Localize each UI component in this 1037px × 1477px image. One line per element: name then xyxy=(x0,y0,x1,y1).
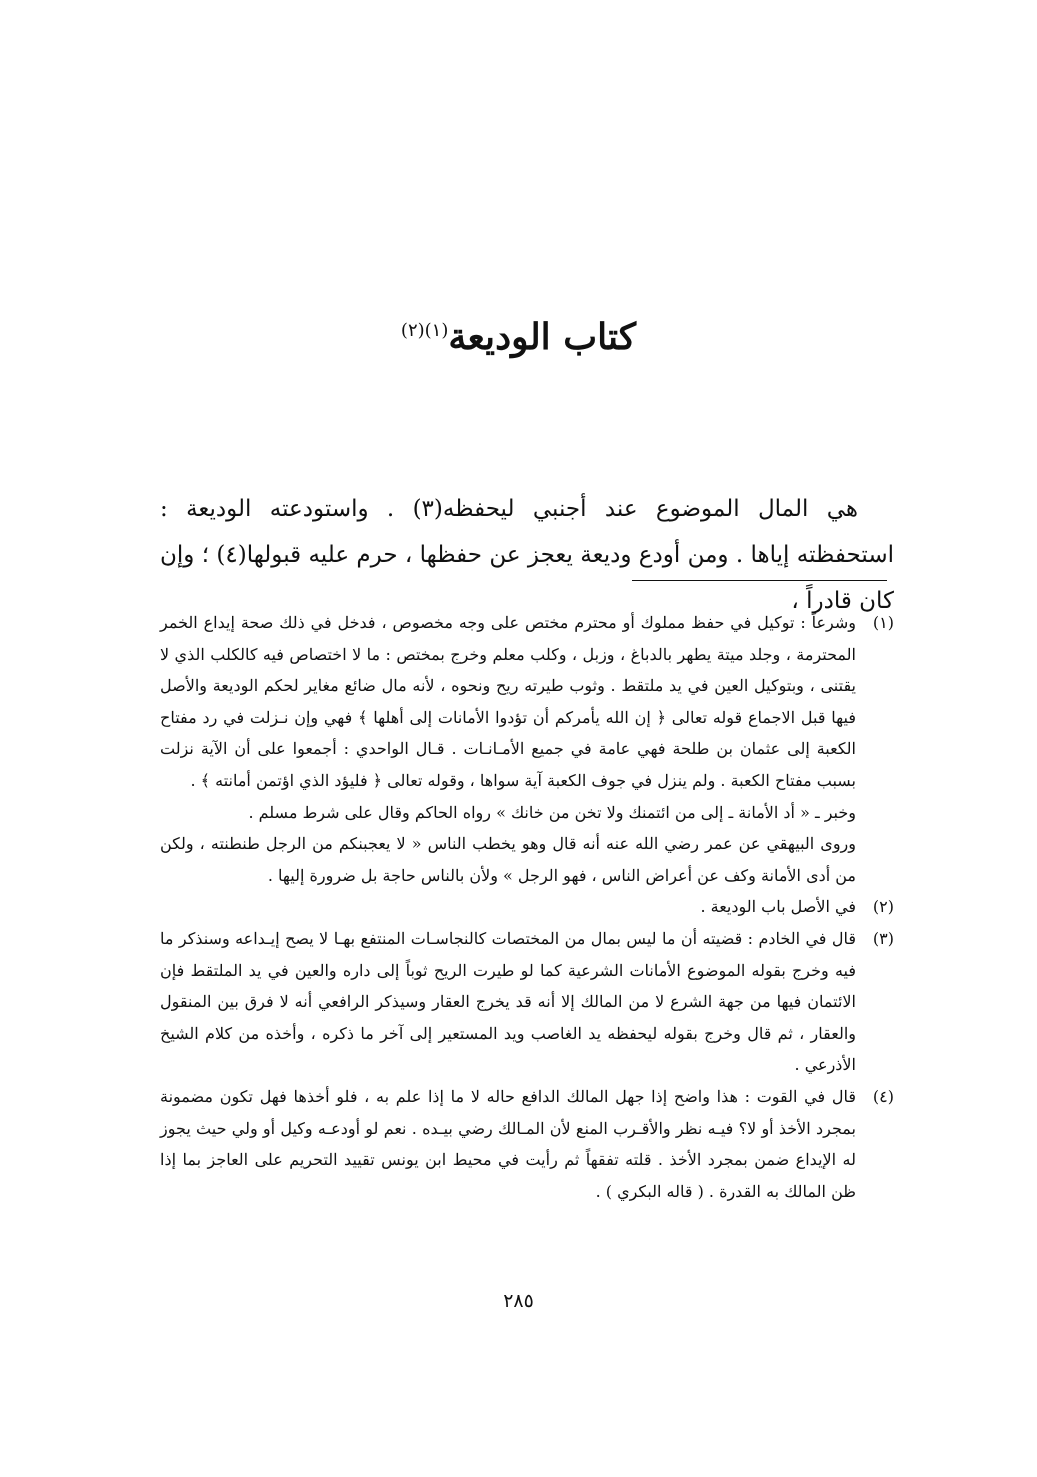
footnote-paragraph: قال في القوت : هذا واضح إذا جهل المالك الدافع حاله لا ما إذا علم به ، فلو أخذها فهل تكون مضمونة بمجرد الأخذ أو لا؟ فيـه نظر والأقـرب المنع لأن المـالك رضي بيـده . نعم لو أودعـه وكيل أو ولي حيث يجوز له الإيداع ضمن بمجرد الأخذ . قلته تفقهاً ثم رأيت في محيط ابن يونس تقييد التحريم على العاجز بما إذا ظن المالك به القدرة . ( قاله البكري ) . xyxy=(160,1086,856,1201)
footnote-text xyxy=(160,891,856,923)
page-number: ٢٨٥ xyxy=(503,1290,534,1312)
footnote-paragraph: وشرعاً : توكيل في حفظ مملوك أو محترم مختص على وجه مخصوص ، فدخل في ذلك صحة إيداع الخمر المحترمة ، وجلد ميتة يطهر بالدباغ ، وزبل ، وكلب معلم وخرج بمختص : ما لا اختصاص فيه كالكلب الذي لا يقتنى ، وبتوكيل العين في يد ملتقط . وثوب طيرته ريح ونحوه ، لأنه مال ضائع مغاير لحكم الوديعة والأصل فيها قبل الاجماع قوله تعالى ﴿ إن الله يأمركم أن تؤدوا الأمانات إلى أهلها ﴾ فهي وإن نـزلت في رد مفتاح الكعبة إلى عثمان بن طلحة فهي عامة في جميع الأمـانـات . قـال الواحدي : أجمعوا على أن الآية نزلت بسبب مفتاح الكعبة . ولم ينزل في جوف الكعبة آية سواها ، وقوله تعالى ﴿ فليؤد الذي اؤتمن أمانته ﴾ . xyxy=(160,613,857,790)
footnote-number: (٤) xyxy=(872,1086,894,1106)
footnote-number: (٣) xyxy=(872,928,894,948)
footnote-separator xyxy=(632,580,887,581)
footnotes xyxy=(160,607,894,1207)
footnote-paragraph: قال في الخادم : قضيته أن ما ليس بمال من المختصات كالنجاسـات المنتفع بهـا لا يصح إيـداعه وسنذكر ما فيه وخرج بقوله الموضوع الأمانات الشرعية كما لو طيرت الريح ثوباً إلى داره والعين في يد الملتقط فإن الائتمان فيها من جهة الشرع لا من المالك إلا أنه قد يخرج العقار وسيذكر الرافعي أنه لا فرق بين المنقول والعقار ، ثم قال وخرج بقوله ليحفظه يد الغاصب ويد المستعير إلى آخر ما ذكره ، وأخذه من كلام الشيخ الأذرعي . xyxy=(160,928,856,1075)
footnote-2 xyxy=(160,891,894,923)
footnote-text xyxy=(160,923,856,1081)
main-text xyxy=(160,486,894,624)
footnote-1 xyxy=(160,607,894,891)
footnote-text xyxy=(160,607,856,891)
footnote-number: (٢) xyxy=(872,897,894,917)
chapter-title-footnote-refs: (١)(٢) xyxy=(400,320,449,342)
footnote-3 xyxy=(160,923,894,1081)
footnote-paragraph: وخبر ـ « أد الأمانة ـ إلى من ائتمنك ولا تخن من خانك » رواه الحاكم وقال على شرط مسلم . xyxy=(248,802,856,822)
footnote-number: (١) xyxy=(872,613,894,632)
footnote-4 xyxy=(160,1081,894,1207)
footnote-paragraph: في الأصل باب الوديعة . xyxy=(700,897,856,917)
footnote-text xyxy=(160,1081,856,1207)
footnote-paragraph: وروى البيهقي عن عمر رضي الله عنه أنه قال وهو يخطب الناس « لا يعجبنكم من الرجل طنطنته ، ولكن من أدى الأمانة وكف عن أعراض الناس ، فهو الرجل » ولأن بالناس حاجة بل ضرورة إليها . xyxy=(160,834,856,885)
chapter-title xyxy=(0,316,1037,359)
chapter-title-text: كتاب الوديعة xyxy=(448,316,637,359)
main-paragraph: هي المال الموضوع عند أجنبي ليحفظه(٣) . واستودعته الوديعة : استحفظته إياها . ومن أودع وديعة يعجز عن حفظها ، حرم عليه قبولها(٤) ؛ وإن كان قادراً ، xyxy=(160,496,895,614)
